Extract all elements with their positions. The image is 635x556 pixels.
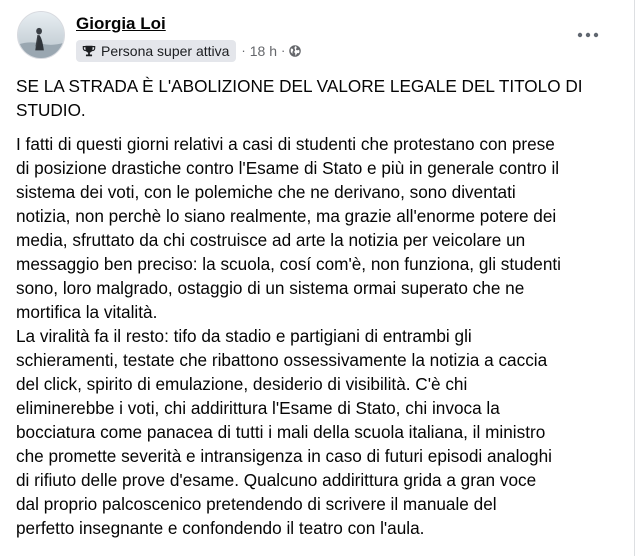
avatar-image bbox=[18, 12, 64, 58]
trophy-icon bbox=[81, 44, 96, 59]
meta-separator-2: · bbox=[281, 43, 286, 58]
avatar[interactable] bbox=[17, 11, 65, 59]
author-name-link[interactable]: Giorgia Loi bbox=[76, 14, 166, 33]
post-paragraph-2: La viralità fa il resto: tifo da stadio e partigiani di entrambi gli schieramenti, testate che ribattono ossessivamente la notizia a caccia del click, spirito di emulazione, desiderio di visibilità. C'è chi eliminerebbe i voti, chi addirittura l'Esame di Stato, chi invoca la bocciatura come panacea di tutti i mali della scuola italiana, il ministro che promette severità e intransigenza in caso di futuri episodi analoghi di rifiuto delle prove d'esame. Qualcuno addirittura grida a gran voce dal proprio palcoscenico pretendendo di scrivere il manuale del perfetto insegnante e confondendo il teatro con l'aula. bbox=[16, 326, 552, 538]
post-meta bbox=[76, 40, 302, 62]
badge-label: Persona super attiva bbox=[101, 43, 230, 59]
more-horizontal-icon bbox=[576, 31, 600, 39]
more-options-button[interactable] bbox=[568, 17, 608, 53]
post-body bbox=[16, 74, 616, 540]
post-title: SE LA STRADA È L'ABOLIZIONE DEL VALORE LEGALE DEL TITOLO DI STUDIO. bbox=[16, 76, 583, 120]
globe-icon[interactable] bbox=[288, 44, 302, 58]
post-header bbox=[0, 0, 634, 70]
post-timestamp[interactable]: 18 h bbox=[249, 43, 277, 59]
top-fan-badge[interactable] bbox=[76, 40, 236, 62]
meta-separator: · bbox=[241, 43, 246, 58]
post-paragraph-1: I fatti di questi giorni relativi a casi di studenti che protestano con prese di posizione drastiche contro l'Esame di Stato e più in generale contro il sistema dei voti, con le polemiche che ne derivano, sono diventati notizia, non perchè lo siano realmente, ma grazie all'enorme potere dei media, sfruttato da chi costruisce ad arte la notizia per veicolare un messaggio ben preciso: la scuola, cosí com'è, non funziona, gli studenti sono, loro malgrado, ostaggio di un sistema ormai superato che ne mortifica la vitalità. bbox=[16, 134, 561, 322]
